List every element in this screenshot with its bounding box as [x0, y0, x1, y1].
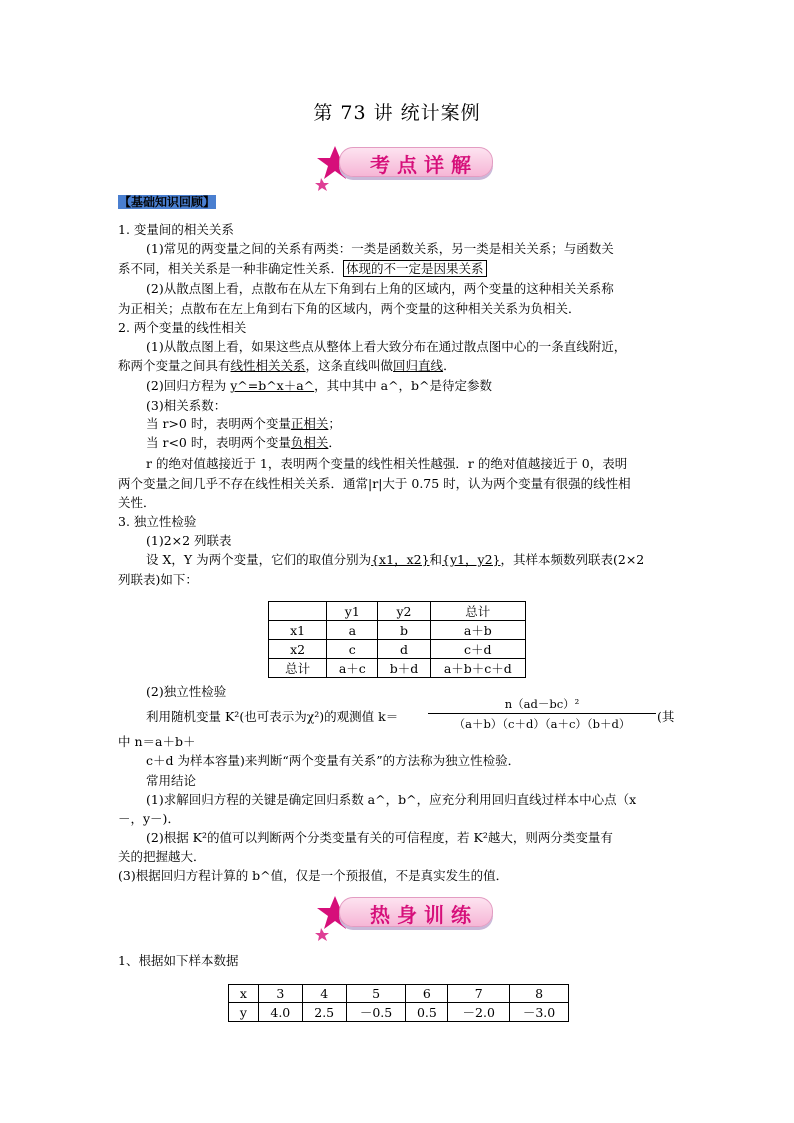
- table-cell: c＋d: [430, 640, 525, 659]
- table-cell: y1: [327, 602, 378, 621]
- table-cell: 2.5: [302, 1003, 346, 1022]
- table-cell: a＋b: [430, 621, 525, 640]
- text-line: 称两个变量之间具有线性相关关系，这条直线叫做回归直线．: [118, 358, 456, 373]
- fraction-bar: [428, 713, 656, 714]
- section-header: 【基础知识回顾】: [119, 195, 216, 209]
- text-line: 中 n＝a＋b＋: [118, 734, 196, 749]
- banner-text: 考点详解: [370, 153, 478, 177]
- question-1: 1、根据如下样本数据: [118, 953, 239, 968]
- table-cell: [269, 602, 327, 621]
- table-row: [269, 602, 526, 621]
- text-line: 关性．: [118, 495, 156, 510]
- table-cell: y: [229, 1003, 259, 1022]
- table-cell: 7: [448, 985, 510, 1003]
- text-line: 关的把握越大．: [118, 849, 206, 864]
- table-cell: y2: [378, 602, 430, 621]
- table-cell: a＋b＋c＋d: [430, 659, 525, 678]
- text-line: (3)根据回归方程计算的 b^值，仅是一个预报值，不是真实发生的值．: [118, 868, 509, 883]
- table-cell: 8: [510, 985, 569, 1003]
- table-row: [229, 1003, 569, 1022]
- table-cell: b＋d: [378, 659, 430, 678]
- boxed-note: 体现的不一定是因果关系: [343, 260, 487, 277]
- table-cell: 总计: [269, 659, 327, 678]
- text-line: 列联表)如下：: [118, 572, 198, 587]
- text-line: (1)常见的两变量之间的关系有两类：一类是函数关系，另一类是相关关系；与函数关: [146, 241, 614, 256]
- table-cell: 4.0: [258, 1003, 302, 1022]
- section-banner-kaodian: [313, 138, 493, 190]
- fraction-numerator: n（ad－bc）²: [504, 697, 580, 711]
- table-row: [269, 640, 526, 659]
- table-row: [229, 985, 569, 1003]
- table-cell: －3.0: [510, 1003, 569, 1022]
- section-banner-reshen: [313, 888, 493, 940]
- table-cell: 5: [346, 985, 406, 1003]
- table-cell: x1: [269, 621, 327, 640]
- text-line: (2)根据 K²的值可以判断两个分类变量有关的可信程度，若 K²越大，则两分类变量有: [146, 830, 613, 845]
- text-line: (1)从散点图上看，如果这些点从整体上看大致分布在通过散点图中心的一条直线附近，: [146, 339, 627, 354]
- text-line: 系不同，相关关系是一种非确定性关系． 体现的不一定是因果关系: [118, 260, 487, 278]
- table-cell: 3: [258, 985, 302, 1003]
- table-cell: －0.5: [346, 1003, 406, 1022]
- table-row: [269, 659, 526, 678]
- fraction-denominator: （a＋b）（c＋d）（a＋c）（b＋d）: [453, 717, 631, 731]
- text-line: (其: [657, 709, 675, 724]
- table-cell: 4: [302, 985, 346, 1003]
- table-cell: d: [378, 640, 430, 659]
- text-line: 两个变量之间几乎不存在线性相关关系．通常|r|大于 0.75 时，认为两个变量有很强的线性相: [118, 476, 631, 491]
- text-line: 当 r<0 时，表明两个变量负相关．: [146, 435, 341, 450]
- text-line: (1)2×2 列联表: [146, 533, 232, 548]
- text-line: (3)相关系数：: [146, 398, 227, 413]
- banner-text: 热身训练: [370, 903, 478, 927]
- text-line: 当 r>0 时，表明两个变量正相关；: [146, 416, 341, 431]
- table-cell: a＋c: [327, 659, 378, 678]
- table-cell: a: [327, 621, 378, 640]
- text-line: 为正相关；点散布在左上角到右下角的区域内，两个变量的这种相关关系为负相关．: [118, 301, 581, 316]
- table-cell: x: [229, 985, 259, 1003]
- table-cell: c: [327, 640, 378, 659]
- table-cell: b: [378, 621, 430, 640]
- sample-data-table: [228, 984, 569, 1022]
- table-cell: －2.0: [448, 1003, 510, 1022]
- table-row: [269, 621, 526, 640]
- table-cell: 0.5: [406, 1003, 448, 1022]
- text-line: (2)独立性检验: [146, 684, 227, 699]
- text-line: c＋d 为样本容量)来判断“两个变量有关系”的方法称为独立性检验．: [146, 753, 521, 768]
- heading-3: 3. 独立性检验: [118, 514, 197, 529]
- table-cell: 总计: [430, 602, 525, 621]
- table-cell: 6: [406, 985, 448, 1003]
- table-cell: x2: [269, 640, 327, 659]
- text-line: 设 X，Y 为两个变量，它们的取值分别为{x1，x2}和{y1，y2}，其样本频数列联表(2×2: [146, 552, 645, 567]
- text-line: 常用结论: [146, 773, 197, 788]
- text-line: (2)从散点图上看，点散布在从左下角到右上角的区域内，两个变量的这种相关关系称: [146, 281, 614, 296]
- page-title: 第 73 讲 统计案例: [313, 102, 481, 124]
- text-line: (1)求解回归方程的关键是确定回归系数 a^，b^，应充分利用回归直线过样本中心点（x: [146, 792, 637, 807]
- text-line: r 的绝对值越接近于 1，表明两个变量的线性相关性越强．r 的绝对值越接近于 0，表明: [146, 456, 628, 471]
- heading-2: 2. 两个变量的线性相关: [118, 320, 247, 335]
- text-line: －，y－)．: [118, 811, 180, 826]
- contingency-table: [268, 601, 526, 678]
- text-line: (2)回归方程为 y^=b^x＋a^，其中其中 a^，b^是待定参数: [146, 378, 493, 393]
- heading-1: 1. 变量间的相关关系: [118, 222, 234, 237]
- text-line: 利用随机变量 K²(也可表示为χ²)的观测值 k＝: [146, 709, 399, 724]
